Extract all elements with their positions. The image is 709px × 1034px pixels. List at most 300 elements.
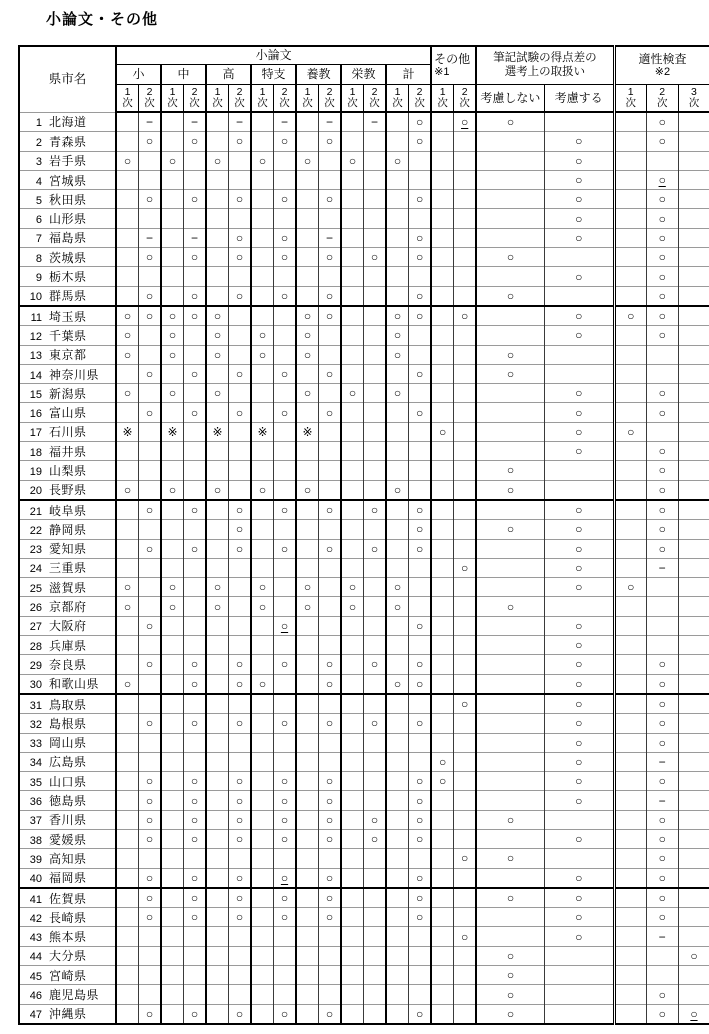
cell-kei-1 [386,442,409,461]
cell-kouryo [544,461,614,480]
prefecture-name: 島根県 [49,716,87,731]
cell-sho-2 [139,674,162,694]
cell-sonota-2 [454,636,477,655]
cell-chu-2 [184,597,207,616]
cell-tekisei-2: ○ [646,461,678,480]
cell-chu-1: ○ [161,480,184,500]
cell-fukouryo [476,403,544,422]
cell-sho-1 [116,364,139,383]
cell-ko-2 [229,849,252,868]
cell-tokushi-1 [251,520,274,539]
cell-tekisei-2 [646,422,678,441]
cell-tokushi-1: ○ [251,480,274,500]
cell-kei-2 [409,480,432,500]
cell-chu-2 [184,636,207,655]
cell-tekisei-3 [678,636,709,655]
cell-tekisei-2: ○ [646,674,678,694]
cell-tokushi-2: ○ [274,714,297,733]
cell-kei-1 [386,966,409,985]
cell-sonota-2 [454,714,477,733]
cell-chu-1 [161,985,184,1004]
cell-kei-2: ○ [409,810,432,829]
cell-tekisei-2: ○ [646,694,678,714]
cell-tekisei-3 [678,597,709,616]
cell-sho-1 [116,966,139,985]
row-number: 12 [29,330,42,343]
cell-yokyo-1 [296,539,319,558]
cell-tokushi-1: ○ [251,326,274,345]
cell-sho-1 [116,170,139,189]
col-header-round: 1 次 [161,85,184,113]
cell-kei-2 [409,170,432,189]
cell-sonota-2 [454,985,477,1004]
cell-sho-1 [116,228,139,247]
cell-yokyo-2: ○ [319,791,342,810]
cell-kei-1 [386,927,409,946]
cell-sonota-1 [431,849,454,868]
cell-kei-2 [409,558,432,577]
cell-eikyo-1 [341,946,364,965]
cell-tokushi-2: ○ [274,908,297,927]
row-number: 41 [29,893,42,906]
cell-tekisei-2 [646,616,678,635]
cell-yokyo-2 [319,461,342,480]
cell-eikyo-1 [341,888,364,908]
cell-sho-2: ○ [139,810,162,829]
cell-eikyo-2: ○ [364,248,387,267]
cell-sonota-2 [454,286,477,306]
cell-sho-2: ○ [139,868,162,888]
cell-kei-1 [386,733,409,752]
cell-ko-1 [206,1004,229,1024]
cell-eikyo-1 [341,345,364,364]
cell-sonota-2 [454,422,477,441]
cell-eikyo-2 [364,908,387,927]
cell-tokushi-1 [251,539,274,558]
cell-sho-2: ○ [139,655,162,674]
cell-fukouryo [476,694,544,714]
cell-sonota-2 [454,480,477,500]
cell-sho-2 [139,985,162,1004]
prefecture-name: 宮崎県 [49,968,87,983]
row-number: 5 [35,194,42,207]
table-row [19,190,709,209]
cell-yokyo-1: ○ [296,345,319,364]
cell-kei-2 [409,694,432,714]
cell-eikyo-1 [341,364,364,383]
cell-sonota-1 [431,248,454,267]
cell-sonota-2 [454,500,477,520]
cell-chu-1 [161,868,184,888]
cell-kei-1: ○ [386,345,409,364]
cell-eikyo-2 [364,868,387,888]
prefecture-name: 奈良県 [49,657,87,672]
cell-kei-1 [386,636,409,655]
cell-sho-2 [139,209,162,228]
cell-eikyo-2 [364,403,387,422]
col-header-written-score: 筆記試験の得点差の 選考上の取扱い [476,46,614,85]
cell-tokushi-2 [274,752,297,771]
cell-yokyo-1 [296,209,319,228]
cell-kei-1 [386,520,409,539]
col-header-aptitude: 適性検査 ※2 [614,46,709,85]
cell-chu-1 [161,403,184,422]
row-number: 39 [29,853,42,866]
cell-tekisei-3 [678,228,709,247]
cell-yokyo-1 [296,636,319,655]
cell-tokushi-2: ○ [274,500,297,520]
cell-fukouryo: ○ [476,849,544,868]
cell-tokushi-1: ○ [251,345,274,364]
cell-sho-2: ○ [139,248,162,267]
table-row [19,888,709,908]
cell-eikyo-2 [364,306,387,326]
cell-tekisei-2: ○ [646,520,678,539]
cell-chu-1 [161,810,184,829]
cell-tekisei-3 [678,190,709,209]
row-number: 32 [29,718,42,731]
cell-tokushi-1 [251,694,274,714]
cell-fukouryo: ○ [476,946,544,965]
cell-tokushi-1 [251,616,274,635]
prefecture-name: 広島県 [49,755,87,770]
cell-eikyo-2 [364,849,387,868]
col-header-round: 2 次 [364,85,387,113]
cell-ko-1 [206,403,229,422]
cell-eikyo-2 [364,791,387,810]
cell-sho-2: ○ [139,306,162,326]
cell-kouryo: ○ [544,384,614,403]
table-row [19,384,709,403]
cell-sho-1: ○ [116,480,139,500]
cell-tekisei-2 [646,636,678,655]
cell-ko-1 [206,985,229,1004]
cell-yokyo-2 [319,170,342,189]
cell-chu-1 [161,829,184,848]
cell-tokushi-1 [251,849,274,868]
cell-kei-2 [409,578,432,597]
row-name-40 [19,868,116,888]
cell-kei-1 [386,170,409,189]
cell-kouryo: ○ [544,868,614,888]
row-name-14 [19,364,116,383]
cell-yokyo-2 [319,578,342,597]
cell-tekisei-2: ○ [646,888,678,908]
cell-ko-2 [229,597,252,616]
cell-chu-2 [184,384,207,403]
cell-sonota-1 [431,558,454,577]
cell-tekisei-2: − [646,791,678,810]
cell-sonota-2 [454,908,477,927]
cell-ko-1 [206,132,229,151]
cell-tekisei-3 [678,810,709,829]
cell-tekisei-2: − [646,558,678,577]
cell-ko-2 [229,694,252,714]
cell-sonota-2 [454,248,477,267]
cell-fukouryo [476,655,544,674]
cell-fukouryo: ○ [476,597,544,616]
cell-chu-2 [184,170,207,189]
cell-eikyo-2 [364,772,387,791]
cell-ko-2 [229,326,252,345]
row-number: 45 [29,970,42,983]
cell-kei-1: ○ [386,597,409,616]
row-number: 27 [29,621,42,634]
cell-chu-1 [161,966,184,985]
prefecture-name: 大分県 [49,949,87,964]
cell-kei-2: ○ [409,248,432,267]
cell-sonota-1 [431,908,454,927]
cell-chu-1 [161,461,184,480]
table-row [19,267,709,286]
cell-eikyo-1 [341,1004,364,1024]
cell-kei-1 [386,810,409,829]
cell-sonota-2 [454,888,477,908]
cell-eikyo-2 [364,228,387,247]
cell-eikyo-1 [341,694,364,714]
cell-chu-2: ○ [184,772,207,791]
cell-tekisei-2: ○ [646,849,678,868]
cell-eikyo-1 [341,558,364,577]
cell-kei-1 [386,112,409,132]
cell-ko-2: ○ [229,655,252,674]
cell-tokushi-2: ○ [274,132,297,151]
cell-kei-2: ○ [409,616,432,635]
cell-chu-1 [161,364,184,383]
cell-sonota-1 [431,326,454,345]
cell-tekisei-3 [678,112,709,132]
cell-kei-1 [386,908,409,927]
cell-tekisei-3 [678,578,709,597]
cell-eikyo-2 [364,345,387,364]
cell-sho-2 [139,927,162,946]
cell-ko-1 [206,946,229,965]
row-number: 31 [29,699,42,712]
cell-kouryo [544,1004,614,1024]
cell-kouryo: ○ [544,520,614,539]
cell-sho-1: ○ [116,345,139,364]
cell-kouryo: ○ [544,829,614,848]
row-number: 13 [29,350,42,363]
cell-kouryo: ○ [544,655,614,674]
table-row [19,714,709,733]
col-header-round: 2 次 [454,85,477,113]
cell-kouryo: ○ [544,151,614,170]
cell-sho-1: ○ [116,578,139,597]
cell-kei-2: ○ [409,908,432,927]
cell-kouryo [544,286,614,306]
cell-yokyo-2: ○ [319,539,342,558]
cell-yokyo-1 [296,966,319,985]
cell-sho-2: ○ [139,500,162,520]
cell-sonota-2 [454,616,477,635]
table-row [19,209,709,228]
table-row [19,558,709,577]
cell-ko-2: ○ [229,714,252,733]
cell-chu-2: ○ [184,908,207,927]
cell-yokyo-1: ※ [296,422,319,441]
row-number: 30 [29,679,42,692]
cell-tokushi-1 [251,966,274,985]
cell-kei-2: ○ [409,772,432,791]
cell-sonota-1 [431,578,454,597]
cell-sonota-1 [431,345,454,364]
cell-tokushi-2: ○ [274,403,297,422]
cell-yokyo-1 [296,461,319,480]
cell-tokushi-1 [251,927,274,946]
prefecture-name: 鹿児島県 [49,988,100,1002]
cell-yokyo-1 [296,752,319,771]
row-name-12 [19,326,116,345]
cell-sho-1 [116,714,139,733]
table-row [19,151,709,170]
cell-yokyo-1 [296,694,319,714]
cell-ko-2: ○ [229,791,252,810]
cell-eikyo-2 [364,364,387,383]
cell-tekisei-2 [646,364,678,383]
cell-chu-2: ○ [184,829,207,848]
cell-sonota-1 [431,694,454,714]
cell-kei-2 [409,927,432,946]
cell-sonota-1: ○ [431,422,454,441]
cell-kei-1 [386,286,409,306]
cell-tokushi-2: ○ [274,791,297,810]
cell-kei-2: ○ [409,364,432,383]
cell-kei-2 [409,733,432,752]
cell-sonota-1 [431,829,454,848]
cell-ko-1 [206,209,229,228]
cell-sho-2: ○ [139,132,162,151]
cell-tokushi-1 [251,403,274,422]
cell-chu-2: ○ [184,674,207,694]
cell-sonota-1 [431,151,454,170]
cell-yokyo-2: ○ [319,364,342,383]
cell-tokushi-1: ※ [251,422,274,441]
cell-ko-2: ○ [229,829,252,848]
cell-chu-1 [161,442,184,461]
cell-tokushi-1: ○ [251,674,274,694]
cell-sonota-2 [454,597,477,616]
cell-tekisei-3 [678,791,709,810]
cell-yokyo-2 [319,326,342,345]
cell-tokushi-1 [251,636,274,655]
cell-fukouryo [476,558,544,577]
cell-ko-1 [206,500,229,520]
cell-tekisei-1 [614,908,646,927]
cell-chu-1 [161,558,184,577]
cell-tokushi-1: ○ [251,578,274,597]
cell-eikyo-1 [341,500,364,520]
cell-eikyo-2 [364,616,387,635]
prefecture-name: 沖縄県 [49,1007,87,1022]
cell-ko-2 [229,345,252,364]
cell-sho-2 [139,170,162,189]
cell-chu-2 [184,520,207,539]
col-header-round: 2 次 [319,85,342,113]
cell-sonota-2 [454,190,477,209]
cell-tokushi-2: ○ [274,888,297,908]
cell-eikyo-2: ○ [364,539,387,558]
cell-kouryo [544,810,614,829]
cell-sho-2 [139,966,162,985]
cell-sonota-2 [454,829,477,848]
cell-tekisei-1 [614,170,646,189]
cell-tokushi-1 [251,461,274,480]
cell-eikyo-1 [341,849,364,868]
cell-kouryo [544,966,614,985]
cell-fukouryo [476,733,544,752]
row-number: 44 [29,951,42,964]
cell-tekisei-1 [614,520,646,539]
row-number: 6 [35,214,42,227]
table-row [19,306,709,326]
cell-chu-1 [161,733,184,752]
cell-sonota-1: ○ [431,752,454,771]
cell-sonota-2 [454,520,477,539]
cell-chu-2: ○ [184,403,207,422]
row-number: 2 [35,136,42,149]
cell-tekisei-1 [614,829,646,848]
row-name-42 [19,908,116,927]
cell-tokushi-1 [251,228,274,247]
cell-tokushi-2 [274,985,297,1004]
cell-ko-1 [206,364,229,383]
cell-sonota-2 [454,267,477,286]
cell-ko-2 [229,442,252,461]
cell-yokyo-1 [296,112,319,132]
prefecture-name: 大阪府 [49,619,87,634]
row-number: 40 [29,873,42,886]
cell-sho-1 [116,539,139,558]
cell-eikyo-1 [341,752,364,771]
cell-tekisei-3: ○ [678,1004,709,1024]
cell-tokushi-1 [251,772,274,791]
cell-eikyo-1 [341,403,364,422]
cell-sho-1 [116,132,139,151]
row-name-4 [19,170,116,189]
table-row [19,985,709,1004]
cell-kei-2 [409,442,432,461]
cell-tokushi-2 [274,326,297,345]
col-header-round: 1 次 [431,85,454,113]
cell-tekisei-2: ○ [646,132,678,151]
cell-sho-1 [116,286,139,306]
prefecture-name: 千葉県 [49,328,87,343]
cell-sonota-2 [454,772,477,791]
col-header-considered: 考慮する [544,85,614,113]
cell-sonota-2 [454,578,477,597]
cell-eikyo-2: ○ [364,500,387,520]
cell-tekisei-1 [614,714,646,733]
prefecture-name: 福岡県 [49,871,87,886]
prefecture-name: 岩手県 [49,154,87,169]
cell-eikyo-1 [341,112,364,132]
cell-kouryo: ○ [544,209,614,228]
cell-sho-1: ※ [116,422,139,441]
cell-tekisei-1 [614,772,646,791]
cell-sho-1 [116,733,139,752]
cell-tekisei-3 [678,966,709,985]
cell-sonota-1 [431,384,454,403]
cell-tokushi-1 [251,985,274,1004]
cell-tokushi-2 [274,636,297,655]
prefecture-name: 三重県 [49,561,87,576]
cell-tokushi-2 [274,384,297,403]
cell-kei-2 [409,849,432,868]
cell-tekisei-1 [614,151,646,170]
cell-ko-2: ○ [229,539,252,558]
row-number: 15 [29,388,42,401]
